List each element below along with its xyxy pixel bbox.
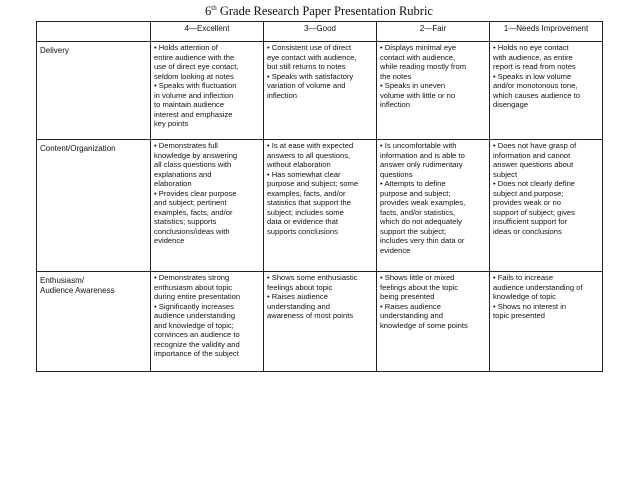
cell-line: interest and emphasize — [154, 109, 233, 119]
row-content-organization — [37, 140, 603, 272]
cell-line: and knowledge of topic; — [154, 320, 234, 330]
cell-line: knowledge of some points — [380, 320, 468, 330]
cell-line: and subject; pertinent — [154, 198, 227, 207]
cell-line: being presented — [380, 292, 435, 301]
cell-line: disengage — [493, 100, 529, 109]
cell-line: purpose and subject; — [380, 188, 451, 198]
cell-line: feelings about topic — [267, 282, 333, 292]
cell-line: questions — [380, 169, 413, 179]
cell-line: understanding and — [267, 301, 330, 311]
cell-delivery-excellent — [151, 42, 264, 140]
cell-line: • Consistent use of direct — [267, 43, 352, 52]
cell-line: subject and purpose; — [493, 188, 564, 198]
cell-line: • Speaks in low volume — [493, 71, 572, 81]
cell-line: • Does not have grasp of — [493, 141, 577, 150]
cell-line: purpose and subject; some — [267, 179, 359, 188]
cell-line: support of subject; gives — [493, 207, 575, 217]
cell-line: with audience, as entire — [493, 52, 573, 62]
cell-line: in volume and inflection — [154, 90, 234, 100]
rubric-table — [36, 21, 603, 372]
cell-line: enthusiasm about topic — [154, 282, 233, 292]
cell-line: audience understanding — [154, 311, 236, 320]
category-content-organization: Content/Organization — [37, 140, 151, 272]
cell-line: seldom looking at notes — [154, 71, 234, 81]
cell-line: • Speaks with satisfactory — [267, 71, 354, 81]
cell-line: • Raises audience — [380, 301, 441, 311]
cell-line: • Provides clear purpose — [154, 188, 237, 198]
cell-line: statistics; supports — [154, 217, 217, 226]
cell-line: inflection — [267, 90, 297, 100]
cell-line: contact with audience, — [380, 52, 456, 62]
cell-content-fair — [377, 140, 490, 272]
cell-line: the notes — [380, 71, 412, 81]
cell-line: conclusions/ideas with — [154, 226, 230, 236]
cell-line: importance of the subject — [154, 349, 239, 358]
cell-line: feelings about the topic — [380, 282, 459, 292]
cell-line: answer only rudimentary — [380, 160, 463, 169]
cell-line: provides weak or no — [493, 198, 561, 207]
cell-line: entire audience with the — [154, 52, 235, 62]
cell-line: without elaboration — [267, 160, 331, 169]
cell-line: facts, and/or statistics, — [380, 207, 456, 217]
header-row — [37, 22, 603, 42]
cell-line: knowledge of topic — [493, 292, 556, 301]
cell-line: Enthusiasm/ — [40, 276, 85, 285]
cell-line: • Displays minimal eye — [380, 43, 457, 52]
cell-line: convinces an audience to — [154, 330, 240, 339]
cell-line: which causes audience to — [493, 90, 580, 100]
header-needs-improvement: 1—Needs Improvement — [490, 22, 603, 42]
cell-content-good — [264, 140, 377, 272]
cell-line: eye contact with audience, — [267, 52, 357, 62]
title-grade: 6 — [205, 4, 212, 19]
title-grade-suffix: th — [211, 4, 217, 12]
row-enthusiasm — [37, 272, 603, 372]
cell-line: • Shows little or mixed — [380, 273, 455, 282]
cell-content-excellent — [151, 140, 264, 272]
title-text: Grade Research Paper Presentation Rubric — [219, 4, 433, 19]
header-fair: 2—Fair — [377, 22, 490, 42]
category-enthusiasm-audience — [37, 272, 151, 372]
cell-line: • Is at ease with expected — [267, 141, 354, 150]
header-excellent: 4—Excellent — [151, 22, 264, 42]
cell-line: includes very thin data or — [380, 236, 465, 245]
cell-content-needs-improvement — [490, 140, 603, 272]
cell-line: to maintain audience — [154, 100, 225, 109]
cell-line: while reading mostly from — [380, 62, 467, 71]
cell-line: which do not adequately — [380, 217, 462, 226]
cell-line: support the subject; — [380, 226, 447, 236]
cell-line: • Demonstrates strong — [154, 273, 230, 282]
cell-line: all class questions with — [154, 160, 232, 169]
rubric-body — [37, 42, 603, 372]
cell-line: insufficient support for — [493, 217, 568, 226]
cell-line: understanding and — [380, 311, 443, 320]
cell-line: Audience Awareness — [40, 285, 115, 295]
cell-line: subject — [493, 169, 518, 179]
cell-line: topic presented — [493, 311, 545, 320]
cell-line: provides weak examples, — [380, 198, 466, 207]
cell-line: • Attempts to define — [380, 179, 446, 188]
cell-line: • Demonstrates full — [154, 141, 218, 150]
cell-enthusiasm-good — [264, 272, 377, 372]
row-delivery — [37, 42, 603, 140]
cell-line: subject; includes some — [267, 207, 344, 217]
cell-line: • Shows some enthusiastic — [267, 273, 358, 282]
cell-line: key points — [154, 119, 189, 128]
cell-line: volume with little or no — [380, 90, 456, 100]
cell-line: • Holds attention of — [154, 43, 218, 52]
cell-line: • Significantly increases — [154, 301, 234, 311]
cell-line: • Does not clearly define — [493, 179, 576, 188]
cell-line: examples, facts, and/or — [154, 207, 233, 217]
cell-line: evidence — [380, 245, 411, 255]
cell-line: answers to all questions, — [267, 150, 351, 160]
cell-line: audience understanding of — [493, 282, 583, 292]
cell-delivery-good — [264, 42, 377, 140]
cell-line: statistics that support the — [267, 198, 351, 207]
cell-line: evidence — [154, 236, 185, 245]
cell-line: information and cannot — [493, 150, 571, 160]
cell-line: examples, facts, and/or — [267, 188, 346, 198]
cell-delivery-needs-improvement — [490, 42, 603, 140]
cell-enthusiasm-needs-improvement — [490, 272, 603, 372]
cell-delivery-fair — [377, 42, 490, 140]
cell-line: recognize the validity and — [154, 339, 240, 349]
header-blank — [37, 22, 151, 42]
cell-line: ideas or conclusions — [493, 226, 562, 236]
cell-line: data or evidence that — [267, 217, 338, 226]
cell-line: awareness of most points — [267, 311, 354, 320]
cell-line: • Raises audience — [267, 292, 328, 301]
cell-line: information and is able to — [380, 150, 465, 160]
cell-line: explanations and — [154, 169, 212, 179]
page-title — [0, 4, 638, 19]
category-delivery: Delivery — [37, 42, 151, 140]
cell-line: supports conclusions — [267, 226, 338, 236]
cell-line: elaboration — [154, 179, 192, 188]
cell-line: answer questions about — [493, 160, 574, 169]
cell-enthusiasm-excellent — [151, 272, 264, 372]
cell-line: • Has somewhat clear — [267, 169, 341, 179]
cell-line: but still returns to notes — [267, 62, 346, 71]
cell-line: • Is uncomfortable with — [380, 141, 457, 150]
cell-line: and/or monotonous tone, — [493, 81, 578, 90]
cell-enthusiasm-fair — [377, 272, 490, 372]
cell-line: variation of volume and — [267, 81, 346, 90]
cell-line: • Holds no eye contact — [493, 43, 569, 52]
cell-line: use of direct eye contact, — [154, 62, 239, 71]
cell-line: inflection — [380, 100, 410, 109]
header-good: 3—Good — [264, 22, 377, 42]
cell-line: • Shows no interest in — [493, 301, 567, 311]
cell-line: during entire presentation — [154, 292, 241, 301]
cell-line: report is read from notes — [493, 62, 576, 71]
cell-line: • Fails to increase — [493, 273, 554, 282]
cell-line: knowledge by answering — [154, 150, 238, 160]
cell-line: • Speaks with fluctuation — [154, 81, 237, 90]
cell-line: • Speaks in uneven — [380, 81, 446, 90]
